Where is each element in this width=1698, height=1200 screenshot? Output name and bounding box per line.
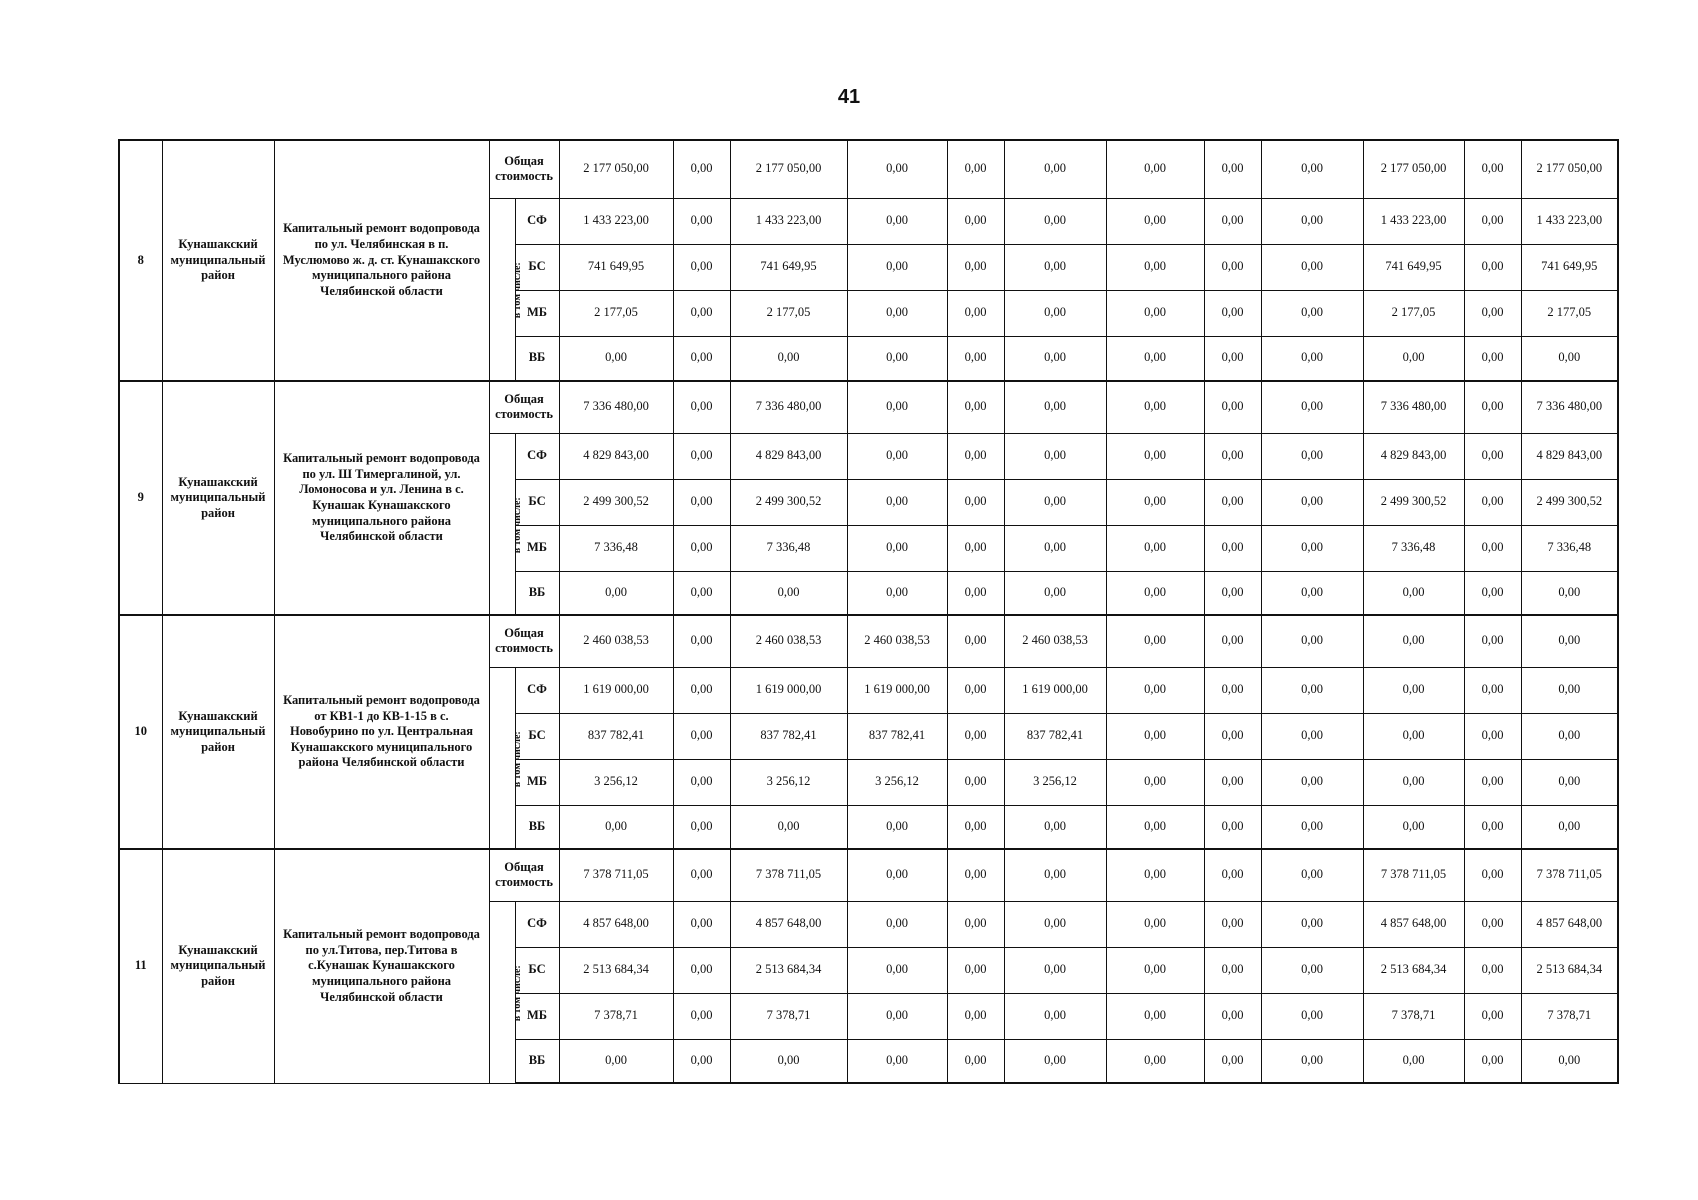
table-body <box>119 140 1618 1083</box>
value-cell: 0,00 <box>847 244 947 290</box>
funding-source-label: СФ <box>515 433 559 479</box>
value-cell: 0,00 <box>673 615 730 667</box>
including-label: в том числе: <box>511 262 523 319</box>
value-cell: 0,00 <box>1261 667 1363 713</box>
value-cell: 0,00 <box>1204 433 1261 479</box>
value-cell: 0,00 <box>947 849 1004 901</box>
value-cell: 0,00 <box>1004 571 1106 615</box>
value-cell: 0,00 <box>847 525 947 571</box>
value-cell: 0,00 <box>730 805 847 849</box>
value-cell: 2 177 050,00 <box>1363 140 1464 198</box>
value-cell: 0,00 <box>559 1039 673 1083</box>
value-cell: 0,00 <box>947 571 1004 615</box>
value-cell: 0,00 <box>847 901 947 947</box>
value-cell: 4 857 648,00 <box>1521 901 1618 947</box>
value-cell: 0,00 <box>947 615 1004 667</box>
value-cell: 0,00 <box>1106 244 1204 290</box>
value-cell: 0,00 <box>847 849 947 901</box>
value-cell: 7 336,48 <box>559 525 673 571</box>
value-cell: 0,00 <box>1004 947 1106 993</box>
value-cell: 7 336 480,00 <box>1521 381 1618 433</box>
value-cell: 0,00 <box>1363 759 1464 805</box>
value-cell: 0,00 <box>1464 849 1521 901</box>
value-cell: 0,00 <box>1004 198 1106 244</box>
value-cell: 2 177,05 <box>559 290 673 336</box>
value-cell: 0,00 <box>1464 901 1521 947</box>
value-cell: 0,00 <box>1106 140 1204 198</box>
value-cell: 0,00 <box>947 759 1004 805</box>
value-cell: 3 256,12 <box>1004 759 1106 805</box>
value-cell: 0,00 <box>559 805 673 849</box>
including-label: в том числе: <box>511 497 523 554</box>
value-cell: 0,00 <box>1004 381 1106 433</box>
value-cell: 0,00 <box>1204 947 1261 993</box>
value-cell: 0,00 <box>847 290 947 336</box>
funding-source-label: СФ <box>515 667 559 713</box>
value-cell: 0,00 <box>1106 1039 1204 1083</box>
value-cell: 0,00 <box>1521 571 1618 615</box>
value-cell: 0,00 <box>1106 525 1204 571</box>
value-cell: 0,00 <box>1204 290 1261 336</box>
value-cell: 0,00 <box>1464 140 1521 198</box>
value-cell: 4 829 843,00 <box>1363 433 1464 479</box>
value-cell: 0,00 <box>1261 713 1363 759</box>
value-cell: 0,00 <box>1106 759 1204 805</box>
value-cell: 0,00 <box>1464 525 1521 571</box>
value-cell: 0,00 <box>1464 1039 1521 1083</box>
project-name: Капитальный ремонт водопровода по ул.Титова, пер.Титова в с.Кунашак Кунашакского муниципального района Челябинской области <box>274 849 489 1083</box>
value-cell: 0,00 <box>1106 381 1204 433</box>
district-name: Кунашакский муниципальный район <box>162 381 274 615</box>
value-cell: 0,00 <box>1004 1039 1106 1083</box>
value-cell: 0,00 <box>673 381 730 433</box>
value-cell: 0,00 <box>730 571 847 615</box>
value-cell: 0,00 <box>1004 140 1106 198</box>
value-cell: 0,00 <box>1204 381 1261 433</box>
value-cell: 0,00 <box>847 805 947 849</box>
value-cell: 0,00 <box>673 993 730 1039</box>
project-total-row <box>119 381 1618 433</box>
value-cell: 1 433 223,00 <box>1521 198 1618 244</box>
value-cell: 0,00 <box>1261 615 1363 667</box>
including-label-cell <box>489 667 523 849</box>
value-cell: 0,00 <box>1464 290 1521 336</box>
value-cell: 0,00 <box>673 713 730 759</box>
value-cell: 0,00 <box>1261 336 1363 381</box>
value-cell: 1 433 223,00 <box>730 198 847 244</box>
project-total-row <box>119 615 1618 667</box>
value-cell: 7 336 480,00 <box>559 381 673 433</box>
project-number: 10 <box>119 615 162 849</box>
project-number: 8 <box>119 140 162 381</box>
value-cell: 0,00 <box>847 571 947 615</box>
value-cell: 0,00 <box>1261 244 1363 290</box>
value-cell: 0,00 <box>1004 433 1106 479</box>
value-cell: 0,00 <box>1004 849 1106 901</box>
page-number: 41 <box>837 86 861 108</box>
value-cell: 837 782,41 <box>730 713 847 759</box>
value-cell: 0,00 <box>1464 433 1521 479</box>
value-cell: 0,00 <box>847 336 947 381</box>
value-cell: 0,00 <box>1004 993 1106 1039</box>
value-cell: 0,00 <box>1204 571 1261 615</box>
value-cell: 0,00 <box>1204 759 1261 805</box>
value-cell: 2 499 300,52 <box>1521 479 1618 525</box>
value-cell: 0,00 <box>1261 525 1363 571</box>
value-cell: 1 619 000,00 <box>847 667 947 713</box>
value-cell: 0,00 <box>947 1039 1004 1083</box>
value-cell: 0,00 <box>673 759 730 805</box>
value-cell: 0,00 <box>1004 479 1106 525</box>
value-cell: 2 177,05 <box>730 290 847 336</box>
value-cell: 0,00 <box>1464 479 1521 525</box>
value-cell: 1 619 000,00 <box>1004 667 1106 713</box>
value-cell: 7 378,71 <box>730 993 847 1039</box>
district-name: Кунашакский муниципальный район <box>162 615 274 849</box>
district-name: Кунашакский муниципальный район <box>162 849 274 1083</box>
value-cell: 3 256,12 <box>847 759 947 805</box>
value-cell: 0,00 <box>673 479 730 525</box>
value-cell: 837 782,41 <box>1004 713 1106 759</box>
value-cell: 0,00 <box>1261 140 1363 198</box>
funding-source-label: БС <box>515 479 559 525</box>
value-cell: 0,00 <box>1106 198 1204 244</box>
value-cell: 0,00 <box>947 713 1004 759</box>
value-cell: 0,00 <box>1464 615 1521 667</box>
total-cost-label: Общая стоимость <box>489 381 559 433</box>
value-cell: 0,00 <box>1464 336 1521 381</box>
value-cell: 0,00 <box>673 901 730 947</box>
value-cell: 7 378,71 <box>559 993 673 1039</box>
value-cell: 0,00 <box>1363 571 1464 615</box>
value-cell: 0,00 <box>1521 805 1618 849</box>
value-cell: 0,00 <box>1261 433 1363 479</box>
funding-source-label: БС <box>515 244 559 290</box>
value-cell: 0,00 <box>673 947 730 993</box>
including-label: в том числе: <box>511 731 523 788</box>
value-cell: 2 499 300,52 <box>730 479 847 525</box>
project-total-row <box>119 849 1618 901</box>
value-cell: 0,00 <box>1106 433 1204 479</box>
value-cell: 0,00 <box>1261 479 1363 525</box>
value-cell: 0,00 <box>1204 901 1261 947</box>
value-cell: 0,00 <box>1464 759 1521 805</box>
value-cell: 0,00 <box>1204 993 1261 1039</box>
value-cell: 2 177,05 <box>1363 290 1464 336</box>
funding-source-label: БС <box>515 947 559 993</box>
value-cell: 0,00 <box>730 336 847 381</box>
funding-source-label: СФ <box>515 198 559 244</box>
value-cell: 837 782,41 <box>559 713 673 759</box>
value-cell: 0,00 <box>1363 713 1464 759</box>
value-cell: 0,00 <box>673 667 730 713</box>
value-cell: 0,00 <box>1106 615 1204 667</box>
value-cell: 4 857 648,00 <box>1363 901 1464 947</box>
value-cell: 0,00 <box>947 198 1004 244</box>
value-cell: 0,00 <box>1106 805 1204 849</box>
value-cell: 0,00 <box>673 805 730 849</box>
value-cell: 0,00 <box>1363 667 1464 713</box>
value-cell: 0,00 <box>1106 993 1204 1039</box>
value-cell: 0,00 <box>1106 479 1204 525</box>
value-cell: 2 177 050,00 <box>559 140 673 198</box>
value-cell: 741 649,95 <box>1521 244 1618 290</box>
value-cell: 0,00 <box>847 433 947 479</box>
value-cell: 0,00 <box>947 901 1004 947</box>
value-cell: 3 256,12 <box>559 759 673 805</box>
value-cell: 0,00 <box>947 336 1004 381</box>
district-name: Кунашакский муниципальный район <box>162 140 274 381</box>
total-cost-label: Общая стоимость <box>489 615 559 667</box>
value-cell: 837 782,41 <box>847 713 947 759</box>
value-cell: 0,00 <box>1204 198 1261 244</box>
value-cell: 0,00 <box>673 525 730 571</box>
value-cell: 0,00 <box>1261 901 1363 947</box>
value-cell: 3 256,12 <box>730 759 847 805</box>
value-cell: 741 649,95 <box>730 244 847 290</box>
value-cell: 0,00 <box>1204 525 1261 571</box>
value-cell: 0,00 <box>673 244 730 290</box>
value-cell: 0,00 <box>1464 381 1521 433</box>
value-cell: 0,00 <box>947 381 1004 433</box>
value-cell: 0,00 <box>1521 759 1618 805</box>
total-cost-label: Общая стоимость <box>489 140 559 198</box>
value-cell: 7 378 711,05 <box>1521 849 1618 901</box>
value-cell: 2 499 300,52 <box>559 479 673 525</box>
funding-source-label: МБ <box>515 525 559 571</box>
value-cell: 0,00 <box>1521 713 1618 759</box>
funding-source-label: ВБ <box>515 336 559 381</box>
value-cell: 0,00 <box>847 381 947 433</box>
value-cell: 0,00 <box>1204 805 1261 849</box>
value-cell: 2 499 300,52 <box>1363 479 1464 525</box>
value-cell: 2 460 038,53 <box>847 615 947 667</box>
project-total-row <box>119 140 1618 198</box>
value-cell: 7 378 711,05 <box>559 849 673 901</box>
value-cell: 0,00 <box>673 140 730 198</box>
value-cell: 2 177 050,00 <box>1521 140 1618 198</box>
value-cell: 0,00 <box>1004 805 1106 849</box>
value-cell: 7 378,71 <box>1521 993 1618 1039</box>
value-cell: 0,00 <box>673 849 730 901</box>
value-cell: 0,00 <box>1261 993 1363 1039</box>
value-cell: 0,00 <box>1204 849 1261 901</box>
including-label-cell <box>489 901 523 1083</box>
value-cell: 0,00 <box>1261 571 1363 615</box>
value-cell: 0,00 <box>1004 290 1106 336</box>
value-cell: 0,00 <box>1261 759 1363 805</box>
value-cell: 0,00 <box>1464 713 1521 759</box>
including-label: в том числе: <box>511 965 523 1022</box>
value-cell: 0,00 <box>1004 525 1106 571</box>
value-cell: 2 513 684,34 <box>730 947 847 993</box>
value-cell: 0,00 <box>847 947 947 993</box>
value-cell: 0,00 <box>673 1039 730 1083</box>
project-name: Капитальный ремонт водопровода по ул. Челябинская в п. Муслюмово ж. д. ст. Кунашакского муниципального района Челябинской области <box>274 140 489 381</box>
value-cell: 7 336 480,00 <box>730 381 847 433</box>
value-cell: 0,00 <box>1521 336 1618 381</box>
including-label-cell <box>489 433 523 615</box>
funding-source-label: ВБ <box>515 571 559 615</box>
value-cell: 0,00 <box>947 433 1004 479</box>
funding-source-label: СФ <box>515 901 559 947</box>
value-cell: 0,00 <box>1106 667 1204 713</box>
value-cell: 4 829 843,00 <box>559 433 673 479</box>
value-cell: 0,00 <box>1106 336 1204 381</box>
budget-table <box>118 139 1619 1084</box>
value-cell: 4 829 843,00 <box>730 433 847 479</box>
funding-source-label: ВБ <box>515 1039 559 1083</box>
value-cell: 0,00 <box>1464 667 1521 713</box>
value-cell: 0,00 <box>947 290 1004 336</box>
value-cell: 0,00 <box>947 993 1004 1039</box>
value-cell: 0,00 <box>1464 993 1521 1039</box>
value-cell: 2 460 038,53 <box>730 615 847 667</box>
value-cell: 0,00 <box>1106 290 1204 336</box>
value-cell: 0,00 <box>1106 713 1204 759</box>
value-cell: 2 177,05 <box>1521 290 1618 336</box>
value-cell: 0,00 <box>1106 947 1204 993</box>
value-cell: 1 433 223,00 <box>559 198 673 244</box>
value-cell: 0,00 <box>1521 1039 1618 1083</box>
value-cell: 0,00 <box>673 198 730 244</box>
funding-source-label: МБ <box>515 993 559 1039</box>
value-cell: 0,00 <box>947 479 1004 525</box>
value-cell: 0,00 <box>1464 947 1521 993</box>
value-cell: 4 857 648,00 <box>559 901 673 947</box>
value-cell: 0,00 <box>947 805 1004 849</box>
value-cell: 0,00 <box>1204 1039 1261 1083</box>
value-cell: 0,00 <box>1204 615 1261 667</box>
total-cost-label: Общая стоимость <box>489 849 559 901</box>
value-cell: 0,00 <box>1004 244 1106 290</box>
value-cell: 0,00 <box>947 525 1004 571</box>
value-cell: 4 857 648,00 <box>730 901 847 947</box>
including-label-cell <box>489 198 523 381</box>
value-cell: 7 336 480,00 <box>1363 381 1464 433</box>
value-cell: 7 378 711,05 <box>730 849 847 901</box>
value-cell: 0,00 <box>847 993 947 1039</box>
value-cell: 0,00 <box>1261 805 1363 849</box>
value-cell: 0,00 <box>847 140 947 198</box>
value-cell: 0,00 <box>559 336 673 381</box>
value-cell: 0,00 <box>1464 244 1521 290</box>
value-cell: 0,00 <box>1261 198 1363 244</box>
value-cell: 0,00 <box>673 336 730 381</box>
value-cell: 0,00 <box>847 479 947 525</box>
value-cell: 0,00 <box>1464 805 1521 849</box>
value-cell: 0,00 <box>847 198 947 244</box>
value-cell: 0,00 <box>673 433 730 479</box>
value-cell: 0,00 <box>1204 244 1261 290</box>
value-cell: 7 378,71 <box>1363 993 1464 1039</box>
value-cell: 0,00 <box>947 667 1004 713</box>
value-cell: 2 513 684,34 <box>1521 947 1618 993</box>
value-cell: 7 336,48 <box>1521 525 1618 571</box>
value-cell: 0,00 <box>1204 140 1261 198</box>
value-cell: 2 513 684,34 <box>1363 947 1464 993</box>
value-cell: 0,00 <box>1004 336 1106 381</box>
value-cell: 7 378 711,05 <box>1363 849 1464 901</box>
value-cell: 0,00 <box>947 244 1004 290</box>
funding-source-label: ВБ <box>515 805 559 849</box>
value-cell: 0,00 <box>1363 615 1464 667</box>
value-cell: 0,00 <box>1106 849 1204 901</box>
funding-source-label: МБ <box>515 290 559 336</box>
value-cell: 2 513 684,34 <box>559 947 673 993</box>
value-cell: 0,00 <box>1261 290 1363 336</box>
value-cell: 0,00 <box>559 571 673 615</box>
funding-source-label: МБ <box>515 759 559 805</box>
value-cell: 0,00 <box>1204 713 1261 759</box>
value-cell: 1 619 000,00 <box>730 667 847 713</box>
value-cell: 0,00 <box>1261 1039 1363 1083</box>
value-cell: 0,00 <box>673 571 730 615</box>
value-cell: 0,00 <box>1106 571 1204 615</box>
value-cell: 7 336,48 <box>1363 525 1464 571</box>
project-name: Капитальный ремонт водопровода от КВ1-1 до КВ-1-15 в с. Новобурино по ул. Центральная Кунашакского муниципального района Челябинской области <box>274 615 489 849</box>
value-cell: 2 460 038,53 <box>1004 615 1106 667</box>
value-cell: 0,00 <box>1204 336 1261 381</box>
value-cell: 0,00 <box>730 1039 847 1083</box>
value-cell: 0,00 <box>1004 901 1106 947</box>
value-cell: 0,00 <box>1521 615 1618 667</box>
value-cell: 0,00 <box>947 140 1004 198</box>
value-cell: 1 433 223,00 <box>1363 198 1464 244</box>
value-cell: 0,00 <box>673 290 730 336</box>
value-cell: 2 460 038,53 <box>559 615 673 667</box>
value-cell: 1 619 000,00 <box>559 667 673 713</box>
value-cell: 0,00 <box>1261 849 1363 901</box>
value-cell: 0,00 <box>1204 479 1261 525</box>
value-cell: 0,00 <box>1464 571 1521 615</box>
value-cell: 741 649,95 <box>1363 244 1464 290</box>
value-cell: 741 649,95 <box>559 244 673 290</box>
value-cell: 0,00 <box>1363 336 1464 381</box>
value-cell: 7 336,48 <box>730 525 847 571</box>
value-cell: 2 177 050,00 <box>730 140 847 198</box>
value-cell: 0,00 <box>1204 667 1261 713</box>
value-cell: 0,00 <box>1363 805 1464 849</box>
value-cell: 0,00 <box>1521 667 1618 713</box>
value-cell: 0,00 <box>1363 1039 1464 1083</box>
value-cell: 4 829 843,00 <box>1521 433 1618 479</box>
value-cell: 0,00 <box>1464 198 1521 244</box>
value-cell: 0,00 <box>847 1039 947 1083</box>
project-name: Капитальный ремонт водопровода по ул. Ш Тимергалиной, ул. Ломоносова и ул. Ленина в с. Кунашак Кунашакского муниципального района Челябинской области <box>274 381 489 615</box>
value-cell: 0,00 <box>1261 947 1363 993</box>
value-cell: 0,00 <box>1261 381 1363 433</box>
value-cell: 0,00 <box>947 947 1004 993</box>
value-cell: 0,00 <box>1106 901 1204 947</box>
project-number: 11 <box>119 849 162 1083</box>
funding-source-label: БС <box>515 713 559 759</box>
project-number: 9 <box>119 381 162 615</box>
